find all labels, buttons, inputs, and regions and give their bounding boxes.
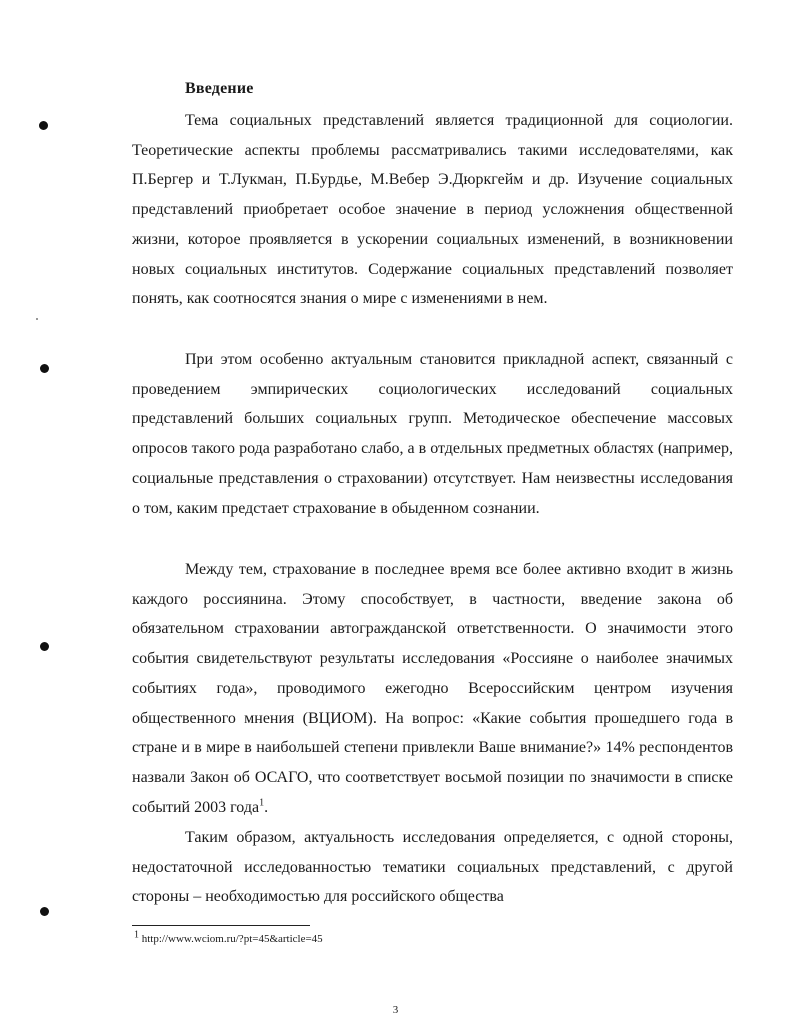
footnote-link[interactable]: http://www.wciom.ru/?pt=45&article=45 bbox=[141, 933, 323, 945]
paragraph-2: При этом особенно актуальным становится прикладной аспект, связанный с проведением эмпирических социологических исследований социальных представлений больших социальных групп. Методическое обеспечение массовых опросов такого рода разработано слабо, а в отдельных предметных областях (например, социальные представления о страховании) отсутствует. Нам неизвестны исследования о том, каким предстает страхование в обыденном сознании. bbox=[132, 351, 733, 517]
paragraph-3 bbox=[132, 555, 733, 822]
page-number: 3 bbox=[392, 1004, 399, 1016]
section-heading: Введение bbox=[185, 80, 254, 97]
binder-hole-mark bbox=[39, 121, 48, 130]
scan-speck bbox=[36, 318, 38, 320]
binder-hole-mark bbox=[40, 907, 49, 916]
footnote bbox=[134, 929, 323, 946]
footnote-reference: 1 bbox=[259, 797, 265, 809]
footnote-marker: 1 bbox=[134, 929, 139, 941]
paragraph-1: Тема социальных представлений является традиционной для социологии. Теоретические аспекты проблемы рассматривались такими исследователями, как П.Бергер и Т.Лукман, П.Бурдье, М.Вебер Э.Дюркгейм и др. Изучение социальных представлений приобретает особое значение в период усложнения общественной жизни, которое проявляется в ускорении социальных изменений, в возникновении новых социальных институтов. Содержание социальных представлений позволяет понять, как соотносятся знания о мире с изменениями в нем. bbox=[132, 112, 733, 308]
paragraph-4: Таким образом, актуальность исследования определяется, с одной стороны, недостаточной исследованностью тематики социальных представлений, с другой стороны – необходимостью для российского общества bbox=[132, 829, 733, 906]
binder-hole-mark bbox=[40, 364, 49, 373]
binder-hole-mark bbox=[40, 642, 49, 651]
paragraph-3-text: Между тем, страхование в последнее время все более активно входит в жизнь каждого россиянина. Этому способствует, в частности, введение закона об обязательном страховании автогражданской ответственности. О значимости этого события свидетельствуют результаты исследования «Россияне о наиболее значимых событиях года», проводимого ежегодно Всероссийским центром изучения общественного мнения (ВЦИОМ). На вопрос: «Какие события прошедшего года в стране и в мире в наибольшей степени привлекли Ваше внимание?» 14% респондентов назвали Закон об ОСАГО, что соответствует восьмой позиции по значимости в списке событий 2003 года bbox=[132, 561, 733, 816]
footnote-divider bbox=[132, 925, 310, 926]
paragraph-3-end: . bbox=[264, 798, 269, 816]
